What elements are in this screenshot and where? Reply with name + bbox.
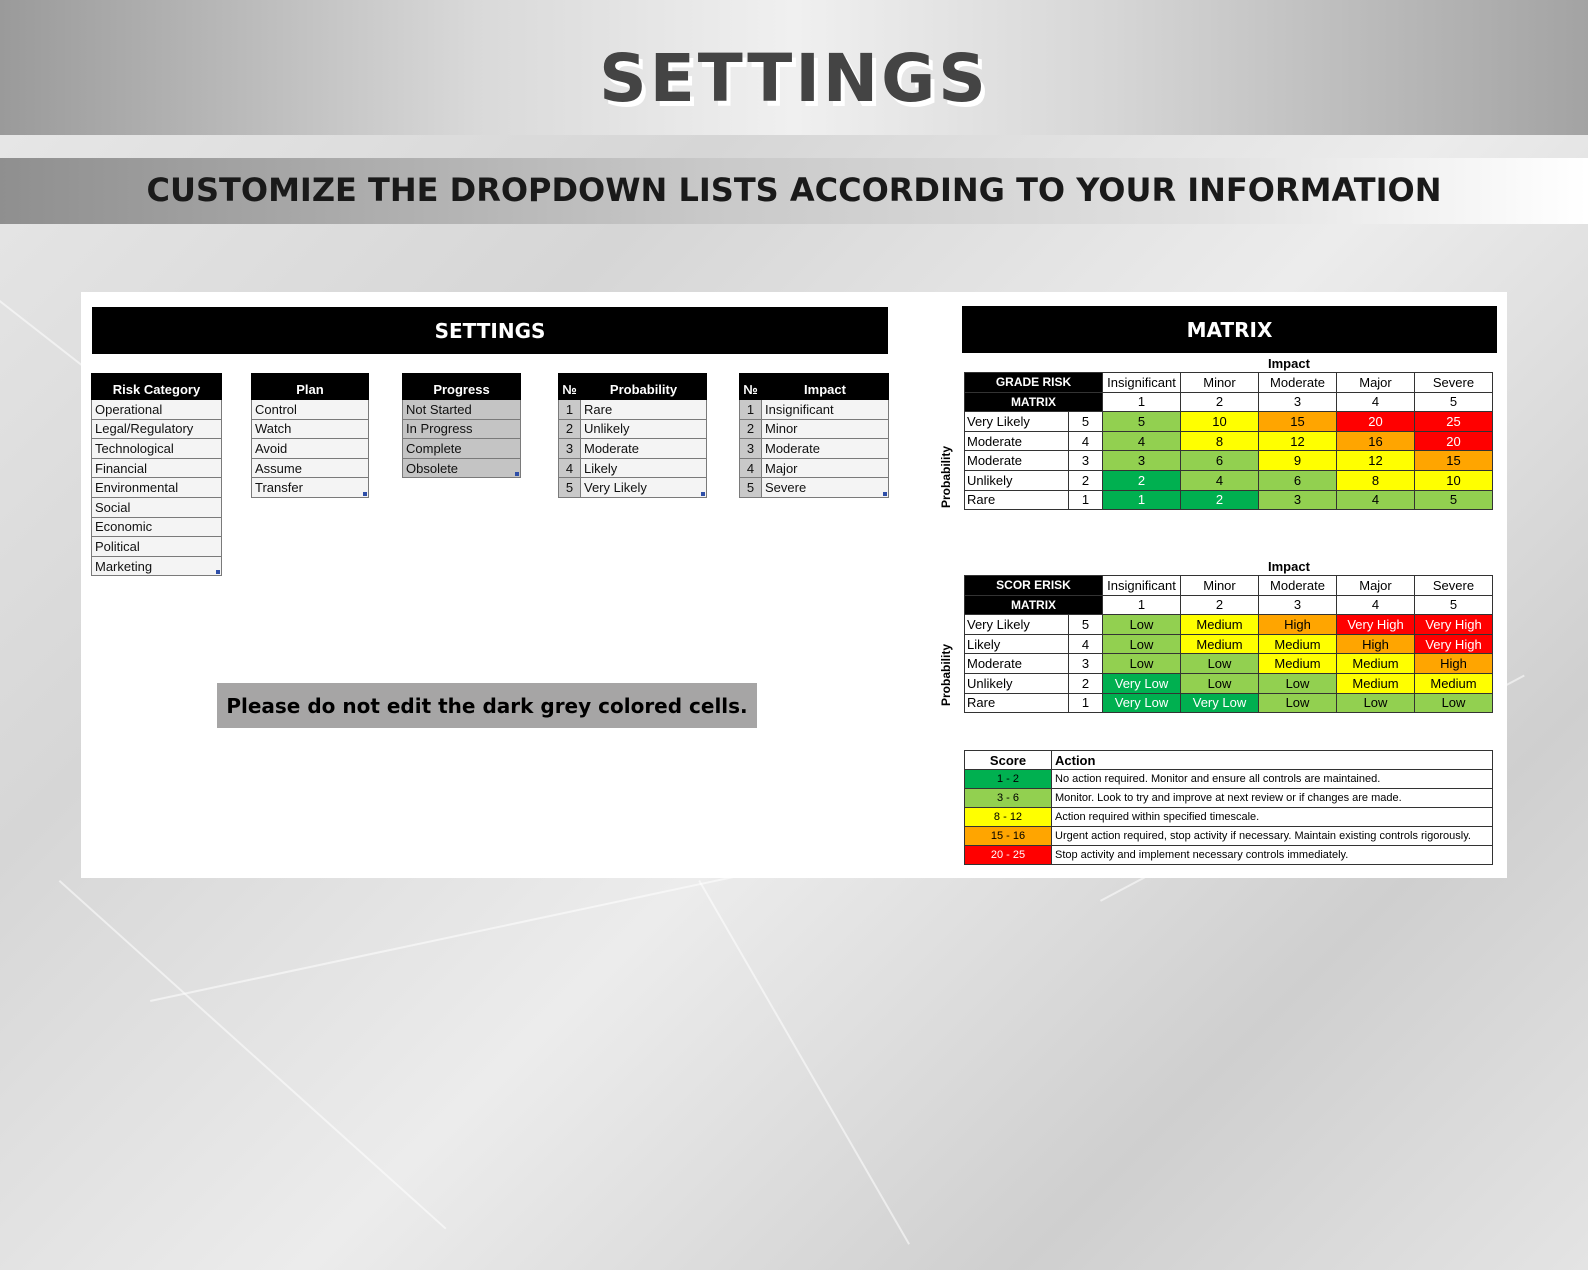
score-matrix-value-cell: Very High — [1415, 634, 1493, 654]
probability-number-cell: 1 — [1069, 693, 1103, 713]
risk-category-item[interactable]: Environmental — [92, 478, 222, 498]
plan-item[interactable]: Watch — [252, 419, 369, 439]
progress-row — [403, 458, 521, 478]
probability-item[interactable]: Very Likely — [581, 478, 707, 498]
score-risk-matrix — [964, 575, 1493, 713]
impact-number: 4 — [740, 458, 762, 478]
impact-row — [740, 458, 889, 478]
page-subtitle: CUSTOMIZE THE DROPDOWN LISTS ACCORDING TO YOUR INFORMATION — [146, 171, 1442, 209]
probability-number-cell: 2 — [1069, 673, 1103, 693]
grade-matrix-value-cell: 5 — [1103, 412, 1181, 432]
grade-matrix-value-cell: 16 — [1337, 431, 1415, 451]
probability-name-cell: Moderate — [965, 451, 1069, 471]
grade-matrix-value-cell: 9 — [1259, 451, 1337, 471]
plan-row — [252, 439, 369, 459]
progress-header: Progress — [403, 374, 521, 400]
score-matrix-value-cell: Low — [1259, 693, 1337, 713]
risk-category-row — [92, 400, 222, 420]
probability-name-cell: Rare — [965, 693, 1069, 713]
score-matrix-value-cell: Low — [1415, 693, 1493, 713]
settings-header: SETTINGS — [92, 307, 888, 354]
impact-number-cell: 1 — [1103, 595, 1181, 615]
risk-category-item[interactable]: Marketing — [92, 556, 222, 576]
legend-header-row — [965, 751, 1493, 770]
grade-matrix-value-cell: 2 — [1181, 490, 1259, 510]
probability-list — [558, 373, 707, 498]
score-matrix-value-cell: Medium — [1181, 615, 1259, 635]
impact-header: Impact — [762, 374, 889, 400]
matrix-header: MATRIX — [962, 306, 1497, 353]
grade-matrix-number-row — [965, 392, 1493, 412]
grade-matrix-row — [965, 451, 1493, 471]
impact-row — [740, 419, 889, 439]
risk-category-item[interactable]: Social — [92, 497, 222, 517]
risk-category-item[interactable]: Operational — [92, 400, 222, 420]
impact-name-cell: Moderate — [1259, 576, 1337, 596]
score-matrix-row — [965, 673, 1493, 693]
plan-row — [252, 419, 369, 439]
probability-row — [559, 439, 707, 459]
score-range-cell: 20 - 25 — [965, 846, 1052, 865]
impact-no-header: № — [740, 374, 762, 400]
probability-number: 5 — [559, 478, 581, 498]
risk-category-row — [92, 458, 222, 478]
impact-number: 2 — [740, 419, 762, 439]
grade-matrix-value-cell: 8 — [1181, 431, 1259, 451]
probability-name-cell: Very Likely — [965, 615, 1069, 635]
legend-row — [965, 846, 1493, 865]
score-matrix-value-cell: High — [1337, 634, 1415, 654]
impact-number-cell: 3 — [1259, 595, 1337, 615]
bg-line — [59, 880, 447, 1229]
score-matrix-row — [965, 654, 1493, 674]
score-matrix-value-cell: High — [1415, 654, 1493, 674]
score-range-cell: 15 - 16 — [965, 827, 1052, 846]
probability-item[interactable]: Moderate — [581, 439, 707, 459]
grade-matrix-value-cell: 12 — [1337, 451, 1415, 471]
score-matrix-title: SCOR ERISK — [965, 576, 1103, 596]
impact-name-cell: Moderate — [1259, 373, 1337, 393]
impact-item[interactable]: Severe — [762, 478, 889, 498]
grade-matrix-value-cell: 10 — [1415, 470, 1493, 490]
action-text-cell: Monitor. Look to try and improve at next review or if changes are made. — [1052, 789, 1493, 808]
grade-matrix-row — [965, 412, 1493, 432]
grade-matrix-row — [965, 490, 1493, 510]
score-matrix-row — [965, 693, 1493, 713]
impact-name-cell: Minor — [1181, 373, 1259, 393]
impact-name-cell: Minor — [1181, 576, 1259, 596]
score-matrix-value-cell: Medium — [1259, 654, 1337, 674]
plan-row — [252, 478, 369, 498]
progress-row — [403, 419, 521, 439]
grade-risk-matrix — [964, 372, 1493, 510]
score-matrix-value-cell: Low — [1259, 673, 1337, 693]
risk-category-row — [92, 537, 222, 557]
risk-category-header: Risk Category — [92, 374, 222, 400]
grade-matrix-value-cell: 1 — [1103, 490, 1181, 510]
score-matrix-value-cell: Low — [1181, 654, 1259, 674]
risk-category-row — [92, 517, 222, 537]
impact-number: 3 — [740, 439, 762, 459]
grade-matrix-value-cell: 4 — [1337, 490, 1415, 510]
impact-item[interactable]: Minor — [762, 419, 889, 439]
bg-line — [698, 880, 910, 1245]
grade-matrix-title: GRADE RISK — [965, 373, 1103, 393]
probability-number-cell: 3 — [1069, 451, 1103, 471]
score-matrix-value-cell: Medium — [1181, 634, 1259, 654]
action-column-header: Action — [1052, 751, 1493, 770]
probability-row — [559, 478, 707, 498]
action-text-cell: Urgent action required, stop activity if necessary. Maintain existing controls rigorously. — [1052, 827, 1493, 846]
probability-name-cell: Unlikely — [965, 470, 1069, 490]
grade-matrix-value-cell: 10 — [1181, 412, 1259, 432]
impact-number-cell: 2 — [1181, 595, 1259, 615]
score-matrix-value-cell: Medium — [1259, 634, 1337, 654]
impact-name-cell: Severe — [1415, 576, 1493, 596]
risk-category-row — [92, 439, 222, 459]
risk-category-row — [92, 478, 222, 498]
legend-row — [965, 827, 1493, 846]
probability-number: 1 — [559, 400, 581, 420]
score-matrix-value-cell: Medium — [1337, 654, 1415, 674]
grade-matrix-value-cell: 5 — [1415, 490, 1493, 510]
probability-number: 3 — [559, 439, 581, 459]
probability-row — [559, 400, 707, 420]
legend-row — [965, 808, 1493, 827]
probability-no-header: № — [559, 374, 581, 400]
risk-category-item[interactable]: Legal/Regulatory — [92, 419, 222, 439]
grade-matrix-value-cell: 15 — [1259, 412, 1337, 432]
grade-matrix-value-cell: 6 — [1259, 470, 1337, 490]
action-text-cell: Stop activity and implement necessary controls immediately. — [1052, 846, 1493, 865]
progress-item[interactable]: Complete — [403, 439, 521, 459]
score-matrix-value-cell: Low — [1181, 673, 1259, 693]
score-matrix-number-row — [965, 595, 1493, 615]
probability-number: 4 — [559, 458, 581, 478]
plan-item[interactable]: Transfer — [252, 478, 369, 498]
risk-category-row — [92, 419, 222, 439]
progress-row — [403, 400, 521, 420]
legend-row — [965, 789, 1493, 808]
impact-name-cell: Insignificant — [1103, 373, 1181, 393]
progress-item[interactable]: Obsolete — [403, 458, 521, 478]
action-text-cell: No action required. Monitor and ensure all controls are maintained. — [1052, 770, 1493, 789]
plan-item[interactable]: Control — [252, 400, 369, 420]
impact-row — [740, 439, 889, 459]
grade-matrix-value-cell: 2 — [1103, 470, 1181, 490]
risk-category-row — [92, 497, 222, 517]
grade-matrix-value-cell: 8 — [1337, 470, 1415, 490]
risk-category-list — [91, 373, 222, 576]
risk-category-row — [92, 556, 222, 576]
risk-category-item[interactable]: Political — [92, 537, 222, 557]
score-range-cell: 1 - 2 — [965, 770, 1052, 789]
grade-impact-label: Impact — [1268, 356, 1310, 371]
probability-item[interactable]: Likely — [581, 458, 707, 478]
grade-matrix-value-cell: 15 — [1415, 451, 1493, 471]
action-text-cell: Action required within specified timescale. — [1052, 808, 1493, 827]
impact-number: 5 — [740, 478, 762, 498]
impact-item[interactable]: Major — [762, 458, 889, 478]
score-matrix-title-line2: MATRIX — [965, 595, 1103, 615]
probability-number-cell: 4 — [1069, 634, 1103, 654]
grade-matrix-value-cell: 6 — [1181, 451, 1259, 471]
grade-matrix-value-cell: 4 — [1103, 431, 1181, 451]
score-action-legend — [964, 750, 1493, 865]
impact-number-cell: 2 — [1181, 392, 1259, 412]
probability-number-cell: 5 — [1069, 615, 1103, 635]
grade-matrix-value-cell: 3 — [1259, 490, 1337, 510]
grade-matrix-header-row — [965, 373, 1493, 393]
grade-matrix-value-cell: 25 — [1415, 412, 1493, 432]
impact-name-cell: Major — [1337, 576, 1415, 596]
probability-row — [559, 419, 707, 439]
score-matrix-value-cell: Low — [1103, 654, 1181, 674]
score-impact-label: Impact — [1268, 559, 1310, 574]
probability-name-cell: Very Likely — [965, 412, 1069, 432]
probability-number-cell: 2 — [1069, 470, 1103, 490]
legend-row — [965, 770, 1493, 789]
grade-matrix-value-cell: 3 — [1103, 451, 1181, 471]
probability-name-cell: Unlikely — [965, 673, 1069, 693]
score-matrix-row — [965, 634, 1493, 654]
score-matrix-value-cell: Very High — [1415, 615, 1493, 635]
score-matrix-value-cell: Low — [1103, 615, 1181, 635]
impact-number-cell: 1 — [1103, 392, 1181, 412]
plan-item[interactable]: Assume — [252, 458, 369, 478]
probability-number-cell: 3 — [1069, 654, 1103, 674]
score-matrix-row — [965, 615, 1493, 635]
grade-matrix-value-cell: 4 — [1181, 470, 1259, 490]
impact-number-cell: 3 — [1259, 392, 1337, 412]
score-matrix-value-cell: Low — [1337, 693, 1415, 713]
plan-list — [251, 373, 369, 498]
score-matrix-value-cell: Very Low — [1103, 673, 1181, 693]
probability-name-cell: Moderate — [965, 431, 1069, 451]
probability-item[interactable]: Rare — [581, 400, 707, 420]
probability-name-cell: Rare — [965, 490, 1069, 510]
probability-number: 2 — [559, 419, 581, 439]
progress-item[interactable]: Not Started — [403, 400, 521, 420]
grade-probability-label: Probability — [939, 445, 954, 509]
impact-list — [739, 373, 889, 498]
progress-item[interactable]: In Progress — [403, 419, 521, 439]
impact-number: 1 — [740, 400, 762, 420]
score-matrix-value-cell: Very High — [1337, 615, 1415, 635]
score-range-cell: 3 - 6 — [965, 789, 1052, 808]
score-matrix-value-cell: High — [1259, 615, 1337, 635]
impact-item[interactable]: Moderate — [762, 439, 889, 459]
risk-category-item[interactable]: Technological — [92, 439, 222, 459]
impact-name-cell: Severe — [1415, 373, 1493, 393]
probability-name-cell: Moderate — [965, 654, 1069, 674]
score-matrix-value-cell: Medium — [1415, 673, 1493, 693]
score-matrix-value-cell: Very Low — [1181, 693, 1259, 713]
score-matrix-value-cell: Low — [1103, 634, 1181, 654]
impact-number-cell: 5 — [1415, 392, 1493, 412]
probability-row — [559, 458, 707, 478]
edit-warning-notice: Please do not edit the dark grey colored cells. — [217, 683, 757, 728]
page-title: SETTINGS — [599, 40, 989, 117]
risk-category-item[interactable]: Economic — [92, 517, 222, 537]
grade-matrix-title-line2: MATRIX — [965, 392, 1103, 412]
score-range-cell: 8 - 12 — [965, 808, 1052, 827]
plan-item[interactable]: Avoid — [252, 439, 369, 459]
score-matrix-value-cell: Very Low — [1103, 693, 1181, 713]
grade-matrix-value-cell: 20 — [1415, 431, 1493, 451]
probability-number-cell: 1 — [1069, 490, 1103, 510]
impact-row — [740, 478, 889, 498]
impact-number-cell: 5 — [1415, 595, 1493, 615]
probability-item[interactable]: Unlikely — [581, 419, 707, 439]
impact-row — [740, 400, 889, 420]
plan-row — [252, 458, 369, 478]
grade-matrix-row — [965, 431, 1493, 451]
impact-name-cell: Major — [1337, 373, 1415, 393]
impact-item[interactable]: Insignificant — [762, 400, 889, 420]
score-matrix-value-cell: Medium — [1337, 673, 1415, 693]
score-column-header: Score — [965, 751, 1052, 770]
plan-row — [252, 400, 369, 420]
progress-list — [402, 373, 521, 478]
grade-matrix-value-cell: 20 — [1337, 412, 1415, 432]
probability-name-cell: Likely — [965, 634, 1069, 654]
probability-number-cell: 4 — [1069, 431, 1103, 451]
plan-header: Plan — [252, 374, 369, 400]
progress-row — [403, 439, 521, 459]
risk-category-item[interactable]: Financial — [92, 458, 222, 478]
grade-matrix-value-cell: 12 — [1259, 431, 1337, 451]
grade-matrix-row — [965, 470, 1493, 490]
probability-number-cell: 5 — [1069, 412, 1103, 432]
impact-name-cell: Insignificant — [1103, 576, 1181, 596]
impact-number-cell: 4 — [1337, 595, 1415, 615]
impact-number-cell: 4 — [1337, 392, 1415, 412]
score-matrix-header-row — [965, 576, 1493, 596]
probability-header: Probability — [581, 374, 707, 400]
score-probability-label: Probability — [939, 643, 954, 707]
